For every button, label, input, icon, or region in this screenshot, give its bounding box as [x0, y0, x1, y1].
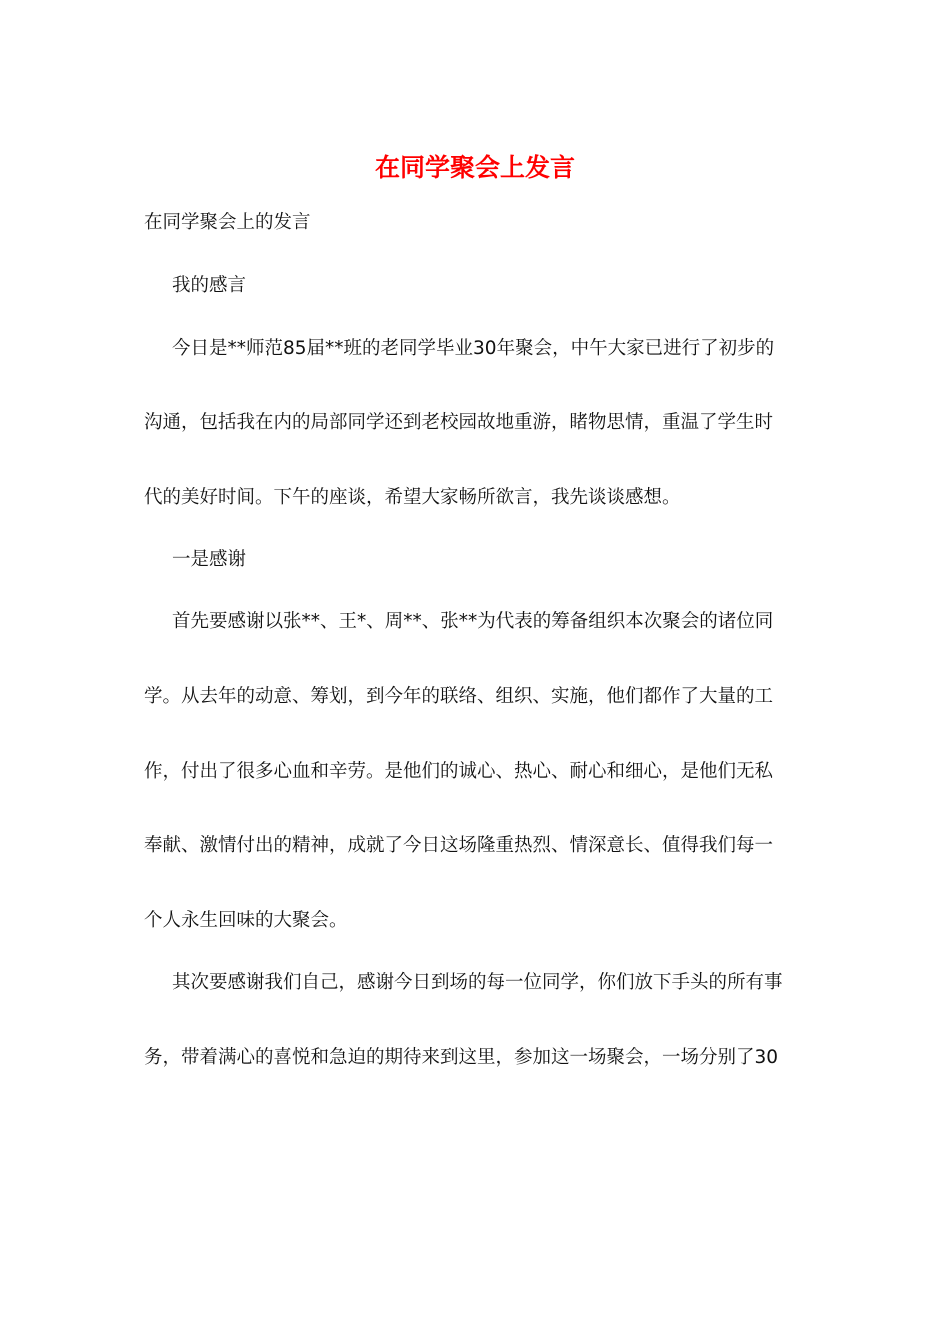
heading-gratitude: 一是感谢	[172, 549, 247, 570]
paragraph-2-line-5: 个人永生回味的大聚会。	[144, 910, 348, 931]
document-subtitle: 在同学聚会上的发言	[144, 212, 311, 233]
document-title: 在同学聚会上发言	[374, 153, 575, 182]
paragraph-1-line-3: 代的美好时间。下午的座谈，希望大家畅所欲言，我先谈谈感想。	[144, 487, 681, 508]
paragraph-2-line-2: 学。从去年的动意、筹划，到今年的联络、组织、实施，他们都作了大量的工	[144, 686, 774, 707]
paragraph-2-line-3: 作，付出了很多心血和辛劳。是他们的诚心、热心、耐心和细心，是他们无私	[144, 761, 774, 782]
paragraph-3-line-2: 务，带着满心的喜悦和急迫的期待来到这里，参加这一场聚会，一场分别了30	[144, 1047, 779, 1068]
heading-my-thoughts: 我的感言	[172, 275, 247, 296]
paragraph-1-line-2: 沟通，包括我在内的局部同学还到老校园故地重游，睹物思情，重温了学生时	[144, 412, 774, 433]
paragraph-2-line-4: 奉献、激情付出的精神，成就了今日这场隆重热烈、情深意长、值得我们每一	[144, 835, 774, 856]
paragraph-3-line-1: 其次要感谢我们自己，感谢今日到场的每一位同学，你们放下手头的所有事	[172, 972, 783, 993]
paragraph-1-line-1: 今日是**师范85届**班的老同学毕业30年聚会，中午大家已进行了初步的	[172, 338, 775, 359]
paragraph-2-line-1: 首先要感谢以张**、王*、周**、张**为代表的筹备组织本次聚会的诸位同	[172, 611, 774, 632]
